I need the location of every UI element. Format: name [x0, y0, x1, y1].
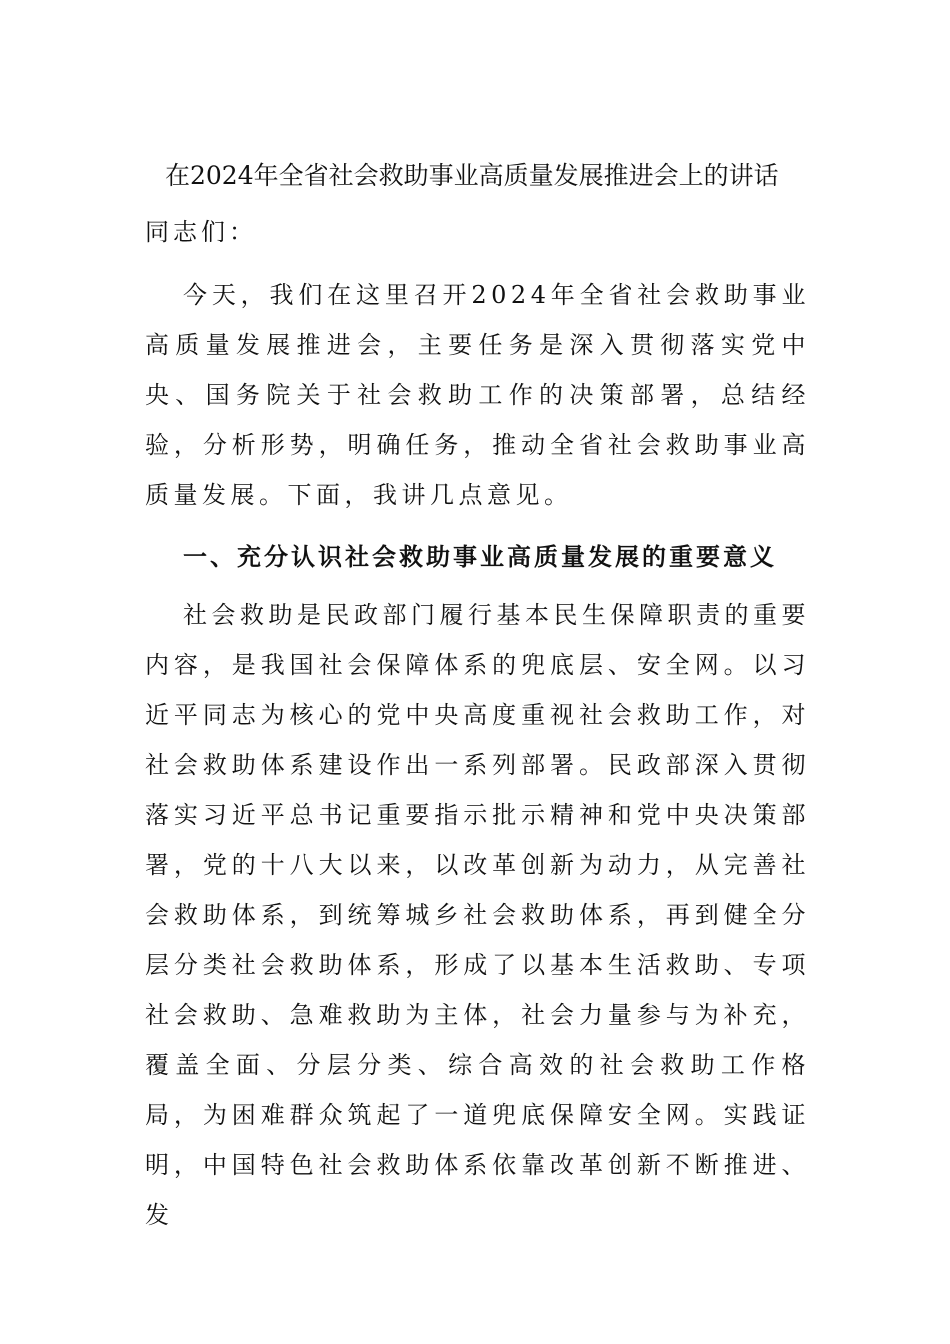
- document-title: 在2024年全省社会救助事业高质量发展推进会上的讲话: [165, 161, 779, 190]
- section-heading-1: 一、充分认识社会救助事业高质量发展的重要意义: [183, 543, 777, 571]
- paragraph-opening: 今天，我们在这里召开2024年全省社会救助事业高质量发展推进会，主要任务是深入贯彻落实党中央、国务院关于社会救助工作的决策部署，总结经验，分析形势，明确任务，推动全省社会救助事业高质量发展。下面，我讲几点意见。: [145, 281, 810, 509]
- document-body: [145, 156, 810, 1240]
- paragraph-significance: 社会救助是民政部门履行基本民生保障职责的重要内容，是我国社会保障体系的兜底层、安全网。以习近平同志为核心的党中央高度重视社会救助工作，对社会救助体系建设作出一系列部署。民政部深入贯彻落实习近平总书记重要指示批示精神和党中央决策部署，党的十八大以来，以改革创新为动力，从完善社会救助体系，到统筹城乡社会救助体系，再到健全分层分类社会救助体系，形成了以基本生活救助、专项社会救助、急难救助为主体，社会力量参与为补充，覆盖全面、分层分类、综合高效的社会救助工作格局，为困难群众筑起了一道兜底保障安全网。实践证明，中国特色社会救助体系依靠改革创新不断推进、发: [145, 601, 810, 1229]
- salutation: 同志们：: [145, 218, 257, 246]
